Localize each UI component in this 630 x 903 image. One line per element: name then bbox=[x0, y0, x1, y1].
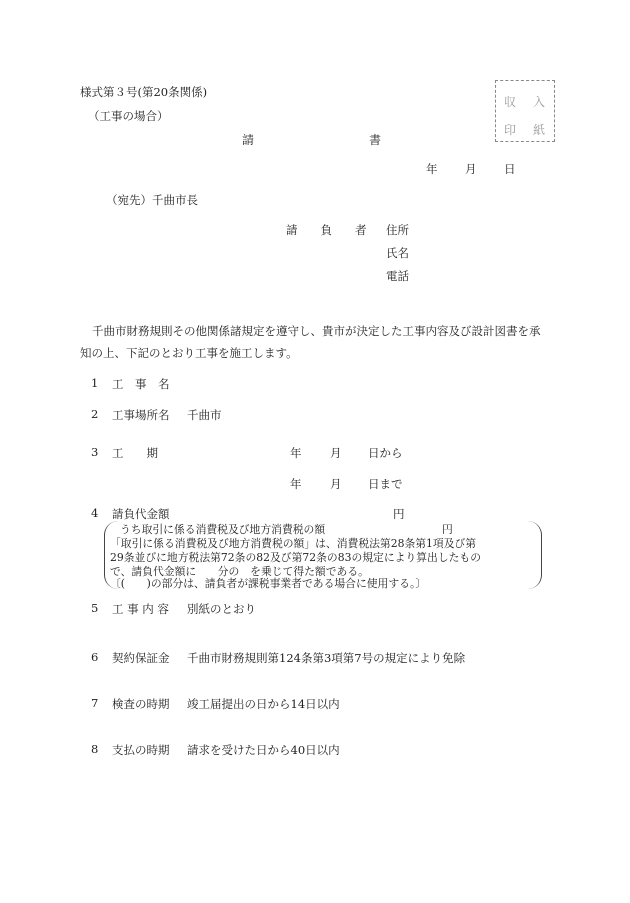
tax-note-line-5: 〔( )の部分は、請負者が課税事業者である場合に使用する。〕 bbox=[110, 577, 427, 590]
intro-paragraph: 千曲市財務規則その他関係諸規定を遵守し、貴市が決定した工事内容及び設計図書を承知の上、下記のとおり工事を施工します。 bbox=[80, 324, 541, 360]
period-to-month: 月 bbox=[330, 477, 342, 491]
title-char-1: 請 bbox=[242, 133, 255, 147]
form-subtitle: （工事の場合） bbox=[88, 109, 169, 123]
period-from-year: 年 bbox=[290, 446, 302, 460]
contract-amount-unit: 円 bbox=[393, 507, 405, 521]
tax-note-unit: 円 bbox=[442, 523, 453, 536]
item-label-work-site: 工事場所名 bbox=[112, 408, 170, 422]
item-label-work-content: 工 事 内 容 bbox=[112, 602, 169, 616]
item-number: 8 bbox=[91, 742, 99, 756]
contractor-phone-label: 電話 bbox=[386, 269, 409, 283]
stamp-char: 収 bbox=[504, 95, 517, 109]
item-label-work-name: 工 事 名 bbox=[112, 377, 170, 391]
item-number: 7 bbox=[91, 696, 99, 710]
date-month: 月 bbox=[465, 162, 477, 176]
contractor-label: 請 負 者 bbox=[286, 223, 367, 237]
item-label-guarantee: 契約保証金 bbox=[112, 651, 170, 665]
item-label-payment: 支払の時期 bbox=[112, 743, 170, 757]
item-value-payment: 請求を受けた日から40日以内 bbox=[187, 743, 340, 757]
item-value-inspection: 竣工届提出の日から14日以内 bbox=[187, 697, 340, 711]
item-number: 2 bbox=[91, 407, 99, 421]
item-label-contract-amount: 請負代金額 bbox=[112, 507, 170, 521]
period-to-day: 日まで bbox=[368, 477, 403, 491]
item-value-work-site: 千曲市 bbox=[187, 408, 222, 422]
contractor-address-label: 住所 bbox=[386, 223, 409, 237]
date-year: 年 bbox=[426, 162, 438, 176]
item-number: 4 bbox=[91, 506, 99, 520]
addressee: （宛先）千曲市長 bbox=[106, 193, 198, 207]
period-to-year: 年 bbox=[290, 477, 302, 491]
date-day: 日 bbox=[504, 162, 516, 176]
stamp-char: 入 bbox=[533, 95, 546, 109]
item-number: 3 bbox=[91, 445, 99, 459]
contractor-name-label: 氏名 bbox=[386, 246, 409, 260]
item-number: 5 bbox=[91, 601, 99, 615]
stamp-char: 印 bbox=[504, 123, 517, 137]
item-number: 1 bbox=[91, 376, 99, 390]
title-char-2: 書 bbox=[369, 133, 382, 147]
tax-note-line-1: うち取引に係る消費税及び地方消費税の額 bbox=[120, 523, 326, 536]
period-from-month: 月 bbox=[330, 446, 342, 460]
item-value-guarantee: 千曲市財務規則第124条第3項第7号の規定により免除 bbox=[187, 651, 466, 665]
revenue-stamp-box bbox=[495, 80, 555, 142]
item-label-period: 工 期 bbox=[112, 446, 158, 460]
item-value-work-content: 別紙のとおり bbox=[187, 602, 256, 616]
item-label-inspection: 検査の時期 bbox=[112, 697, 170, 711]
period-from-day: 日から bbox=[368, 446, 403, 460]
tax-note-line-4: で、請負代金額に 分の を乗じて得た額である。 bbox=[110, 565, 369, 578]
form-number: 様式第３号(第20条関係) bbox=[80, 85, 208, 99]
stamp-char: 紙 bbox=[533, 123, 546, 137]
item-number: 6 bbox=[91, 650, 99, 664]
tax-note-line-2: 「取引に係る消費税及び地方消費税の額」は、消費税法第28条第1項及び第 bbox=[110, 537, 477, 550]
tax-note-line-3: 29条並びに地方税法第72条の82及び第72条の83の規定により算出したもの bbox=[110, 551, 482, 564]
